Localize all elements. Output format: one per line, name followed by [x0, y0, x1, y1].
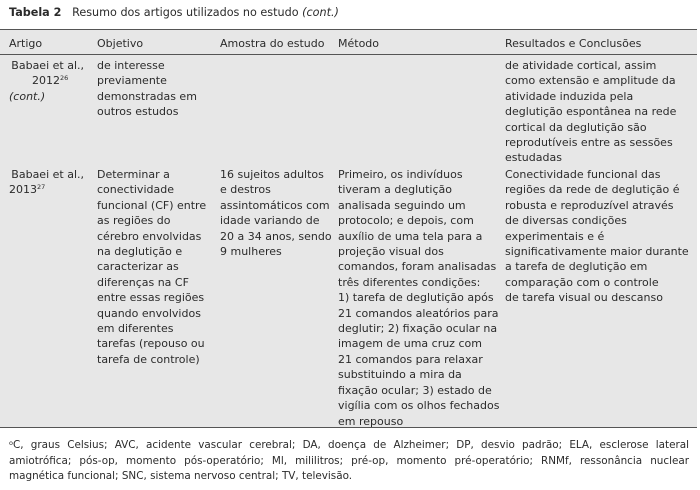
row1-artigo-ref: 26	[60, 74, 69, 83]
cell-line: tarefa de controle)	[97, 352, 200, 366]
cell-line: analisada seguindo um	[338, 198, 466, 212]
row2-metodo	[338, 167, 499, 429]
row1-objetivo	[97, 58, 197, 120]
cell-line: idade variando de	[220, 214, 320, 228]
header-amostra: Amostra do estudo	[220, 37, 325, 50]
cell-line: de interesse	[97, 59, 165, 72]
cell-line: deglutição espontânea na rede	[505, 105, 677, 119]
cell-line: vigília com os olhos fechados	[338, 399, 500, 413]
cell-line: demonstradas em	[97, 89, 197, 103]
cell-line: entre essas regiões	[97, 291, 205, 305]
footnote-text: C, graus Celsius; AVC, acidente vascular cerebral; DA, doença de Alzheimer; DP, desvio padrão; ELA, esclerose lateral amiotrófica; pós-op, momento pós-operatório; Ml, mililitros; pré-op, momento pré-operatório; RNMf, ressonância nuclear magnética funcional; SNC, sistema nervoso central; TV, televisão.	[9, 439, 689, 483]
cell-line: comandos, foram analisadas	[338, 260, 497, 274]
cell-line: 1) tarefa de deglutição após	[338, 291, 494, 305]
cell-line: cérebro envolvidas	[97, 229, 202, 243]
row2-resultados	[505, 167, 689, 306]
cell-line: 20 a 34 anos, sendo	[220, 229, 332, 243]
cell-line: fixação ocular; 3) estado de	[338, 383, 492, 397]
cell-line: experimentais e é	[505, 229, 605, 243]
cell-line: deglutir; 2) fixação ocular na	[338, 322, 498, 336]
cell-line: regiões da rede de deglutição é	[505, 183, 680, 197]
cell-line: 16 sujeitos adultos	[220, 168, 324, 181]
cell-line: quando envolvidos	[97, 306, 201, 320]
cell-line: imagem de uma cruz com	[338, 337, 482, 351]
cell-line: tarefas (repouso ou	[97, 337, 205, 351]
cell-line: tiveram a deglutição	[338, 183, 453, 197]
cell-line: como extensão e amplitude da	[505, 74, 676, 88]
cell-line: Conectividade funcional das	[505, 168, 661, 181]
cell-line: assintomáticos com	[220, 198, 330, 212]
cell-line: na deglutição e	[97, 245, 183, 259]
cell-line: auxílio de uma tela para a	[338, 229, 483, 243]
cell-line: projeção visual dos	[338, 245, 444, 259]
cell-line: de tarefa visual ou descanso	[505, 291, 663, 305]
header-objetivo: Objetivo	[97, 37, 144, 50]
table-caption	[9, 6, 339, 19]
row1-artigo-cont: (cont.)	[9, 89, 46, 103]
row2-artigo-author: Babaei et al.,	[11, 168, 84, 181]
cell-line: substituindo a mira da	[338, 368, 462, 382]
cell-line: de atividade cortical, assim	[505, 59, 657, 72]
header-metodo: Método	[338, 37, 380, 50]
cell-line: as regiões do	[97, 214, 171, 228]
cell-line: 21 comandos aleatórios para	[338, 306, 499, 320]
row1-artigo-author: Babaei et al.,	[11, 59, 84, 72]
caption-cont: (cont.)	[302, 6, 339, 19]
cell-line: caracterizar as	[97, 260, 179, 274]
cell-line: e destros	[220, 183, 271, 197]
cell-line: funcional (CF) entre	[97, 198, 207, 212]
table-top-rule	[0, 29, 697, 30]
cell-line: de diversas condições	[505, 214, 627, 228]
caption-label: Tabela 2	[9, 6, 62, 19]
cell-line: em repouso	[338, 414, 404, 428]
cell-line: estudadas	[505, 151, 562, 165]
row1-resultados	[505, 58, 676, 166]
row2-artigo-year: 2013	[9, 183, 37, 197]
cell-line: diferenças na CF	[97, 275, 189, 289]
cell-line: 9 mulheres	[220, 245, 282, 259]
row1-artigo-year: 2012	[32, 74, 60, 88]
row2-amostra	[220, 167, 332, 259]
cell-line: a tarefa de deglutição em	[505, 260, 648, 274]
cell-line: Determinar a	[97, 168, 170, 181]
row1-artigo-year-line	[9, 73, 84, 88]
caption-text: Resumo dos artigos utilizados no estudo	[72, 6, 299, 19]
cell-line: conectividade	[97, 183, 174, 197]
cell-line: protocolo; e depois, com	[338, 214, 474, 228]
footnote-degree: o	[9, 439, 13, 447]
cell-line: três diferentes condições:	[338, 275, 481, 289]
cell-line: atividade induzida pela	[505, 89, 634, 103]
row2-objetivo	[97, 167, 206, 367]
table-footnote	[9, 438, 689, 485]
cell-line: cortical da deglutição são	[505, 120, 647, 134]
header-rule	[0, 54, 697, 55]
row2-artigo-year-line	[9, 182, 84, 197]
cell-line: previamente	[97, 74, 167, 88]
row2-artigo-ref: 27	[37, 183, 46, 192]
cell-line: robusta e reproduzível através	[505, 198, 674, 212]
row2-artigo	[9, 167, 84, 198]
cell-line: em diferentes	[97, 322, 174, 336]
header-resultados: Resultados e Conclusões	[505, 37, 642, 50]
cell-line: outros estudos	[97, 105, 179, 119]
header-artigo: Artigo	[9, 37, 43, 50]
cell-line: comparação com o controle	[505, 275, 659, 289]
cell-line: significativamente maior durante	[505, 245, 689, 259]
cell-line: 21 comandos para relaxar	[338, 352, 483, 366]
row1-artigo	[9, 58, 84, 104]
cell-line: Primeiro, os indivíduos	[338, 168, 463, 181]
cell-line: reprodutíveis entre as sessões	[505, 136, 673, 150]
